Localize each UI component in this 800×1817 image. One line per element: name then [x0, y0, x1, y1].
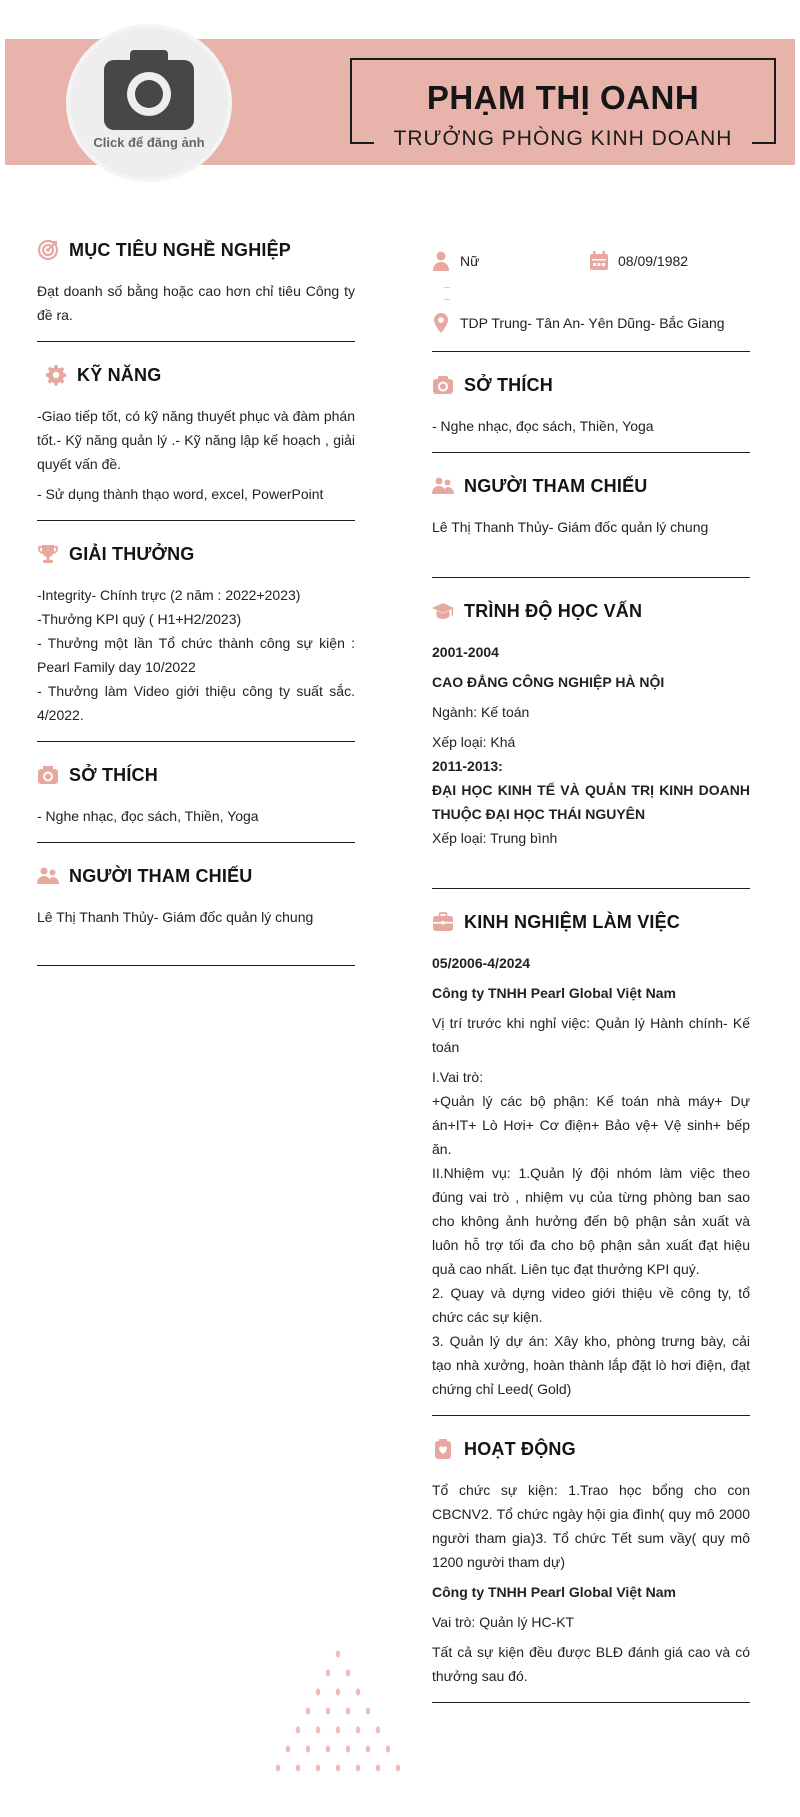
gender-value: Nữ [460, 253, 480, 269]
section-title: KỸ NĂNG [77, 364, 162, 385]
education-school-1: CAO ĐẲNG CÔNG NGHIỆP HÀ NỘI [432, 674, 665, 690]
award-line-2: -Thưởng KPI quý ( H1+H2/2023) [37, 611, 242, 627]
birthday-value: 08/09/1982 [618, 253, 689, 269]
decorative-dot [336, 1688, 340, 1695]
skills-text-2: - Sử dụng thành thạo word, excel, PowerPoint [37, 486, 324, 502]
section-title: TRÌNH ĐỘ HỌC VẤN [464, 600, 643, 621]
experience-role-text: +Quản lý các bộ phận: Kế toán nhà máy+ Dự án+IT+ Lò Hơi+ Cơ điện+ Bảo vệ+ Vệ sinh+ bếp ăn. [432, 1093, 750, 1157]
graduation-cap-icon [432, 600, 454, 622]
education-grade-1: Xếp loại: Khá [432, 734, 516, 750]
decorative-dot [316, 1726, 320, 1733]
decorative-dot [356, 1764, 360, 1771]
info-placeholder [432, 277, 750, 307]
decorative-dot [336, 1650, 340, 1657]
gender-item [432, 251, 590, 271]
decorative-dot [326, 1707, 330, 1714]
calendar-icon [590, 251, 608, 271]
decorative-dot [366, 1707, 370, 1714]
section-skills [37, 358, 355, 521]
experience-role-heading: I.Vai trò: [432, 1069, 484, 1085]
camera-icon [37, 764, 59, 786]
decorative-dot [346, 1669, 350, 1676]
people-icon [37, 865, 59, 887]
section-title: NGƯỜI THAM CHIẾU [69, 865, 253, 886]
info-row [432, 245, 750, 277]
experience-duty-2: 2. Quay và dựng video giới thiệu về công ty, tổ chức các sự kiện. [432, 1285, 750, 1325]
experience-duty-3: 3. Quản lý dự án: Xây kho, phòng trưng bày, cải tạo nhà xưởng, hoàn thành lắp đặt lò hơi điện, đạt chứng chỉ Leed( Gold) [432, 1333, 750, 1397]
decorative-dot [296, 1764, 300, 1771]
decorative-dot [356, 1688, 360, 1695]
decorative-dot [356, 1726, 360, 1733]
target-icon [37, 239, 59, 261]
location-pin-icon [432, 313, 450, 333]
decorative-dot [326, 1669, 330, 1676]
gear-icon [45, 364, 67, 386]
section-title: MỤC TIÊU NGHỀ NGHIỆP [69, 239, 292, 260]
decorative-dot [306, 1707, 310, 1714]
education-period-1: 2001-2004 [432, 644, 499, 660]
decorative-dot [346, 1707, 350, 1714]
award-line-3: - Thưởng một lần Tổ chức thành công sự kiện : Pearl Family day 10/2022 [37, 635, 355, 675]
objective-text: Đạt doanh số bằng hoặc cao hơn chỉ tiêu Công ty đề ra. [37, 283, 355, 323]
birthday-item [590, 251, 688, 271]
section-references [37, 859, 355, 966]
award-line-4: - Thưởng làm Video giới thiệu công ty suất sắc. 4/2022. [37, 683, 355, 723]
avatar-upload[interactable] [70, 28, 228, 178]
section-references-right [432, 469, 750, 578]
address-value: TDP Trung- Tân An- Yên Dũng- Bắc Giang [460, 315, 725, 331]
briefcase-icon [432, 911, 454, 933]
section-title: KINH NGHIỆM LÀM VIỆC [464, 911, 681, 932]
decorative-dot [346, 1745, 350, 1752]
candidate-name: PHẠM THỊ OANH [426, 79, 700, 116]
person-icon [432, 251, 450, 271]
name-box [350, 58, 776, 150]
section-title: SỞ THÍCH [69, 764, 158, 785]
experience-company: Công ty TNHH Pearl Global Việt Nam [432, 985, 677, 1001]
section-hobbies-right [432, 368, 750, 453]
decorative-dot [286, 1745, 290, 1752]
references-text: Lê Thị Thanh Thủy- Giám đốc quản lý chung [432, 519, 709, 535]
decorative-dot [296, 1726, 300, 1733]
decorative-dot-pattern [248, 1648, 428, 1778]
section-objective [37, 233, 355, 342]
decorative-dot [376, 1726, 380, 1733]
skills-text-1: -Giao tiếp tốt, có kỹ năng thuyết phục và đàm phán tốt.- Kỹ năng quản lý .- Kỹ năng lập kế hoạch , giải quyết vấn đề. [37, 408, 355, 472]
activities-company: Công ty TNHH Pearl Global Việt Nam [432, 1584, 677, 1600]
section-title: SỞ THÍCH [464, 374, 553, 395]
left-column [37, 233, 355, 982]
experience-position: Vị trí trước khi nghỉ việc: Quản lý Hành chính- Kế toán [432, 1015, 750, 1055]
address-item [432, 313, 725, 333]
education-grade-2: Xếp loại: Trung bình [432, 830, 558, 846]
people-icon [432, 475, 454, 497]
award-line-1: -Integrity- Chính trực (2 năm : 2022+2023) [37, 587, 301, 603]
experience-duty-1: II.Nhiệm vụ: 1.Quản lý đội nhóm làm việc theo đúng vai trò , nhiệm vụ của từng phòng ban sao cho không ảnh hưởng đến bộ phận sản xuất và luôn hỗ trợ tối đa cho bộ phận sản xuất đạt hiệu quả cao nhất. Liên tục đạt thưởng KPI quý. [432, 1165, 750, 1277]
section-title: HOẠT ĐỘNG [464, 1438, 576, 1459]
decorative-dot [336, 1726, 340, 1733]
decorative-dot [316, 1688, 320, 1695]
decorative-dot [336, 1764, 340, 1771]
activities-result: Tất cả sự kiện đều được BLĐ đánh giá cao và có thưởng sau đó. [432, 1644, 750, 1684]
decorative-dot [396, 1764, 400, 1771]
trophy-icon [37, 543, 59, 565]
camera-icon [104, 50, 194, 130]
experience-period: 05/2006-4/2024 [432, 955, 531, 971]
candidate-title: TRƯỞNG PHÒNG KINH DOANH [393, 127, 733, 150]
section-hobbies [37, 758, 355, 843]
references-text: Lê Thị Thanh Thủy- Giám đốc quản lý chung [37, 909, 314, 925]
decorative-dot [316, 1764, 320, 1771]
avatar-caption: Click để đăng ảnh [93, 135, 205, 150]
education-major-1: Ngành: Kế toán [432, 704, 530, 720]
decorative-dot [386, 1745, 390, 1752]
decorative-dot [366, 1745, 370, 1752]
hobbies-text: - Nghe nhạc, đọc sách, Thiền, Yoga [432, 418, 654, 434]
address-row [432, 307, 750, 339]
heart-badge-icon [432, 1438, 454, 1460]
section-title: GIẢI THƯỞNG [69, 543, 195, 564]
section-title: NGƯỜI THAM CHIẾU [464, 475, 648, 496]
section-activities [432, 1432, 750, 1703]
section-personal-info [432, 245, 750, 352]
decorative-dot [376, 1764, 380, 1771]
education-school-2: ĐẠI HỌC KINH TẾ VÀ QUẢN TRỊ KINH DOANH THUỘC ĐẠI HỌC THÁI NGUYÊN [432, 782, 750, 822]
education-period-2: 2011-2013: [432, 758, 503, 774]
right-column [432, 245, 750, 1719]
decorative-dot [276, 1764, 280, 1771]
section-experience [432, 905, 750, 1416]
section-awards [37, 537, 355, 742]
activities-role: Vai trò: Quản lý HC-KT [432, 1614, 575, 1630]
section-education [432, 594, 750, 889]
decorative-dot [326, 1745, 330, 1752]
decorative-dot [306, 1745, 310, 1752]
hobbies-text: - Nghe nhạc, đọc sách, Thiền, Yoga [37, 808, 259, 824]
camera-icon [432, 374, 454, 396]
activities-text: Tổ chức sự kiện: 1.Trao học bổng cho con CBCNV2. Tổ chức ngày hội gia đình( quy mô 2000 người tham gia)3. Tổ chức Tết sum vầy( quy mô 1200 người tham dự) [432, 1482, 750, 1570]
